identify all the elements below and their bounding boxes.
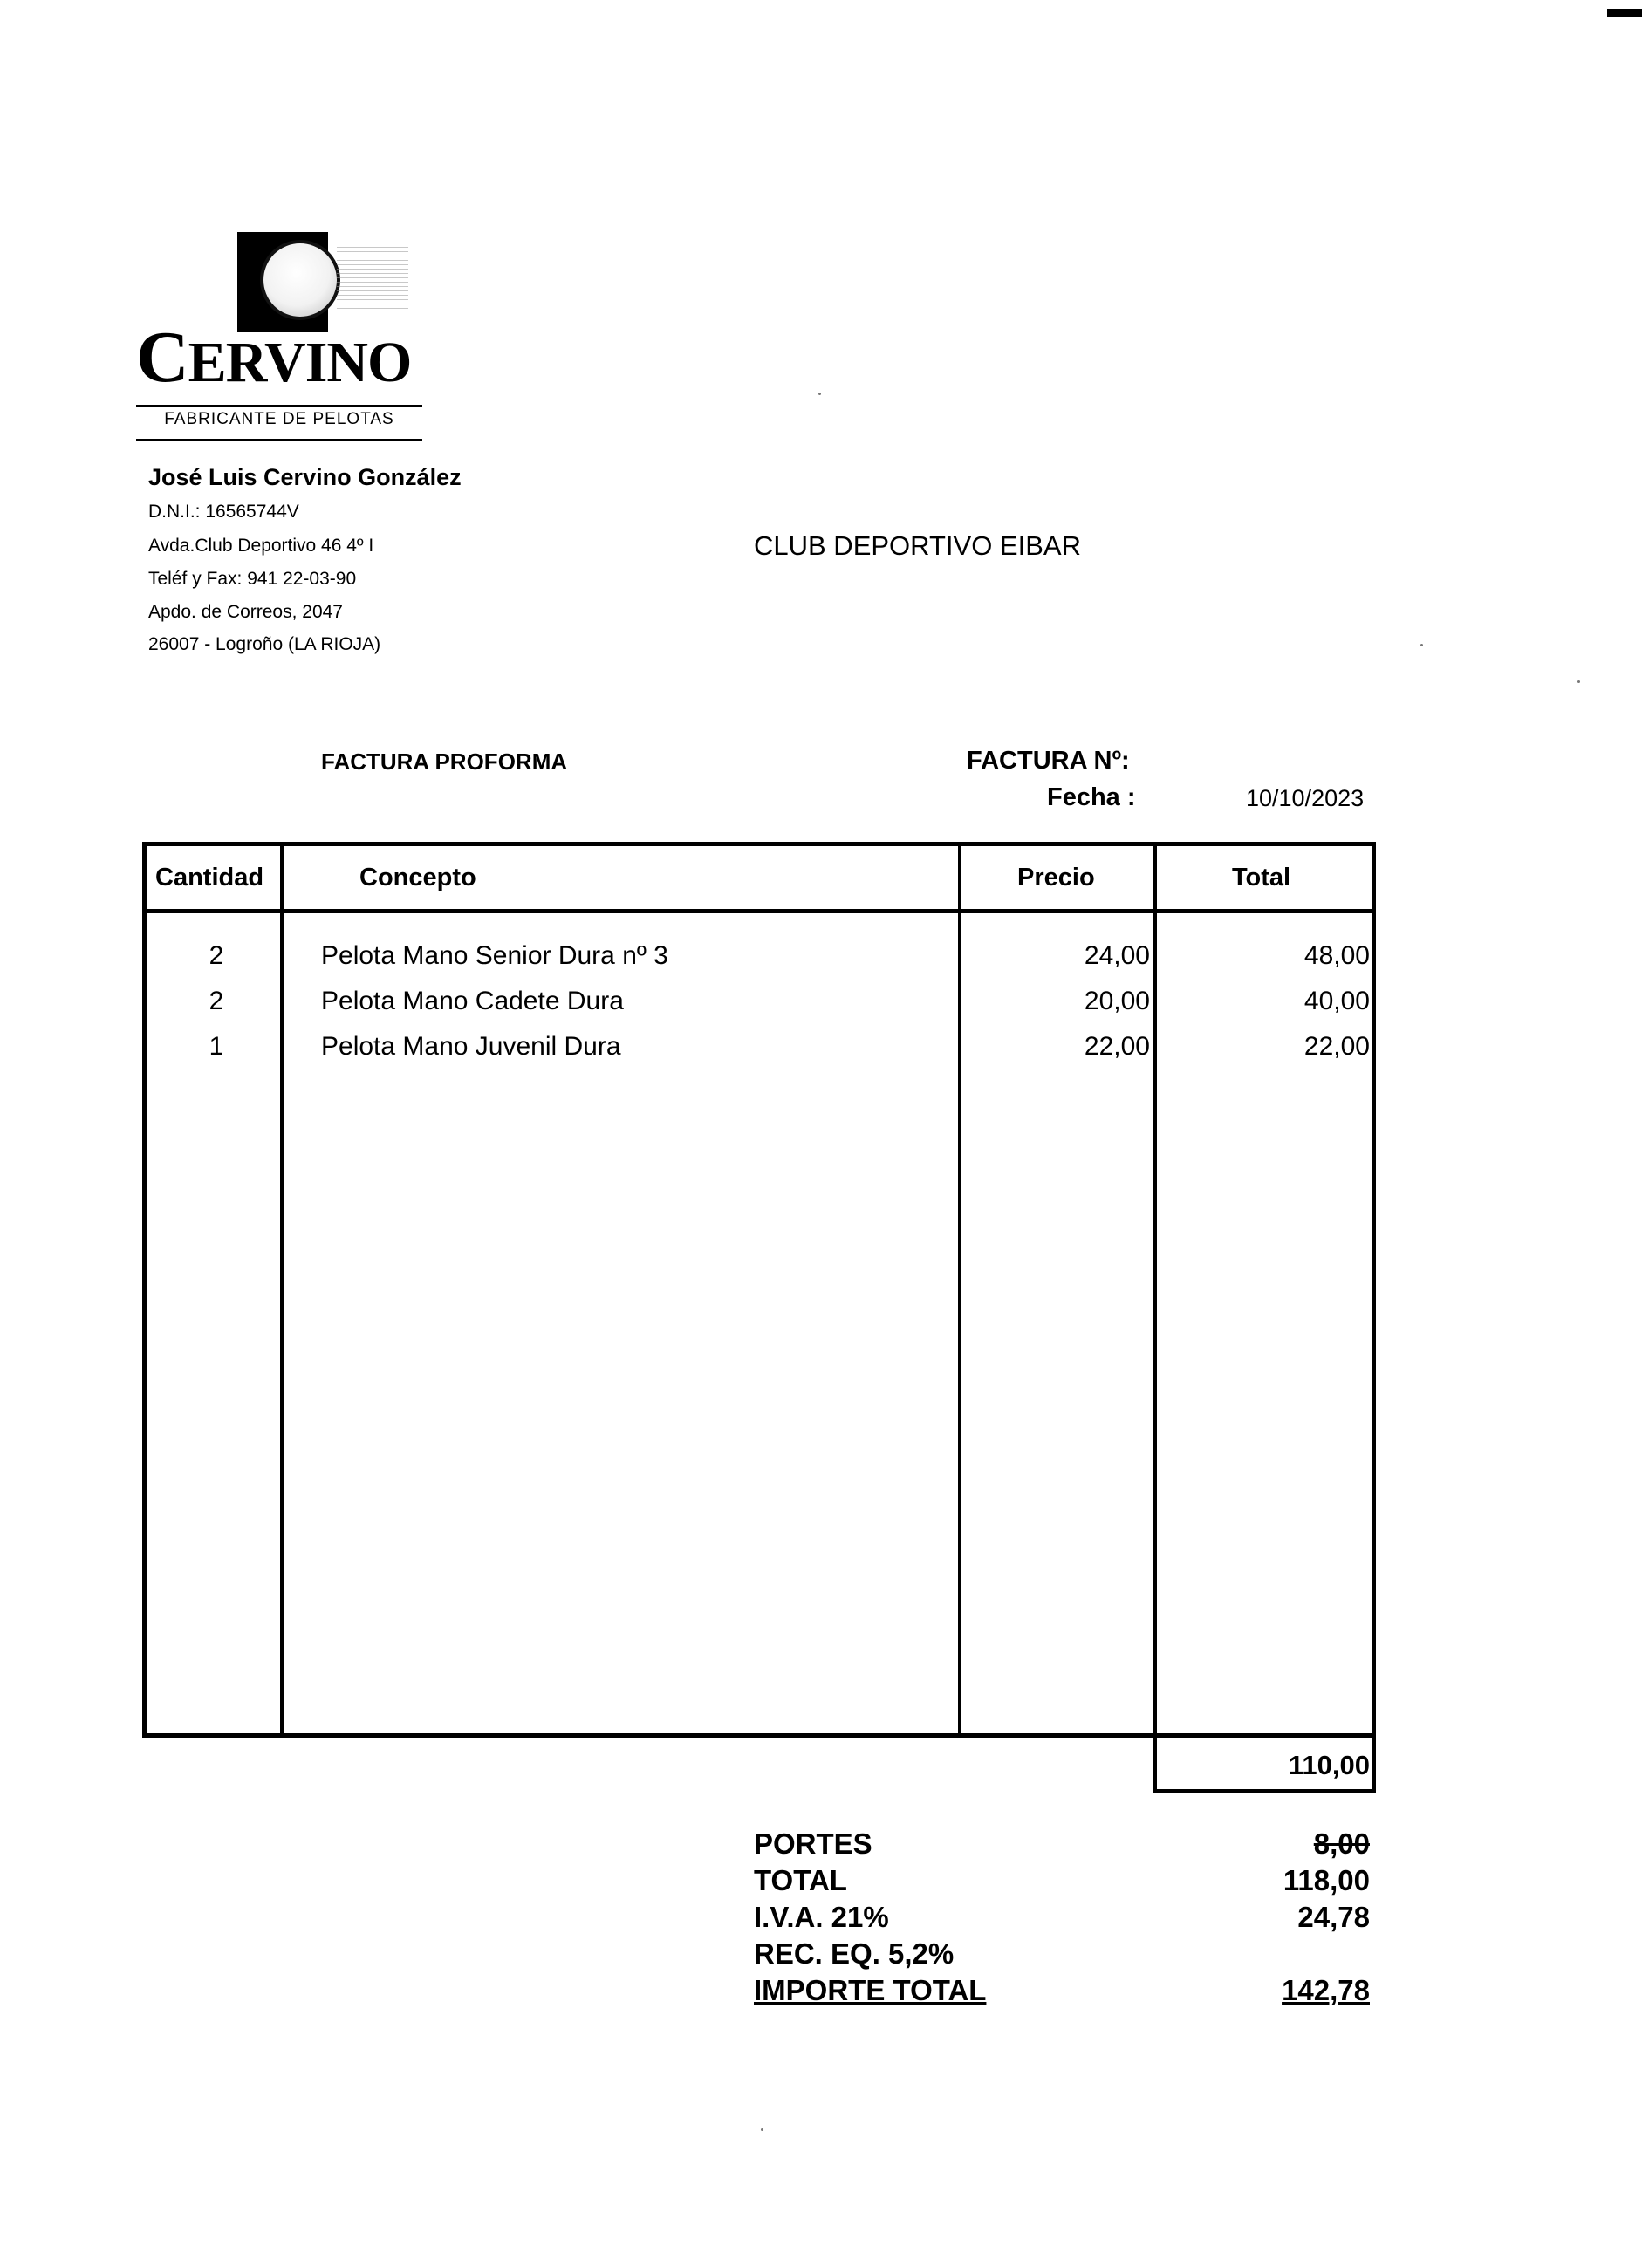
row-3-total: 22,00 (1303, 1032, 1370, 1061)
scan-speck (1420, 644, 1423, 646)
row-3-quantity: 1 (209, 1032, 224, 1061)
total-label: TOTAL (754, 1864, 847, 1896)
ball-icon (260, 240, 340, 320)
issuer-phone: Teléf y Fax: 941 22-03-90 (148, 569, 357, 589)
brand-name (136, 317, 412, 398)
issuer-city: 26007 - Logroño (LA RIOJA) (148, 634, 381, 654)
scan-speck (1577, 680, 1580, 683)
issuer-address: Avda.Club Deportivo 46 4º I (148, 536, 374, 556)
portes-label: PORTES (754, 1827, 872, 1860)
brand-name-rest: ERVINO (188, 331, 412, 394)
iva-label: I.V.A. 21% (754, 1901, 889, 1933)
row-1-price: 24,00 (1084, 941, 1150, 970)
portes-value: 8,00 (1313, 1827, 1370, 1860)
header-total: Total (1232, 864, 1291, 891)
header-price: Precio (1017, 864, 1095, 891)
subtotal-value: 110,00 (1288, 1750, 1370, 1780)
row-1-concept: Pelota Mano Senior Dura nº 3 (321, 941, 668, 970)
brand-name-initial: C (136, 317, 188, 398)
items-table (142, 842, 1376, 1738)
brand-tagline: FABRICANTE DE PELOTAS (164, 410, 394, 428)
total-value: 118,00 (1283, 1864, 1370, 1896)
header-quantity: Cantidad (155, 864, 264, 891)
column-divider (1153, 842, 1157, 1738)
row-1-total: 48,00 (1303, 941, 1370, 970)
scan-speck (761, 2128, 763, 2131)
date-label: Fecha : (1047, 783, 1136, 811)
scan-corner-mark (1607, 9, 1642, 17)
logo-rule (136, 439, 422, 441)
column-divider (958, 842, 961, 1738)
document-title: FACTURA PROFORMA (321, 748, 568, 775)
logo-rule (136, 405, 422, 407)
issuer-dni: D.N.I.: 16565744V (148, 502, 299, 522)
date-value: 10/10/2023 (1246, 785, 1365, 811)
iva-value: 24,78 (1297, 1901, 1370, 1933)
logo-stripes (337, 243, 408, 312)
issuer-po-box: Apdo. de Correos, 2047 (148, 602, 343, 622)
scan-speck (818, 393, 821, 395)
column-divider (280, 842, 284, 1738)
row-2-concept: Pelota Mano Cadete Dura (321, 987, 624, 1015)
row-3-concept: Pelota Mano Juvenil Dura (321, 1032, 621, 1061)
customer-name: CLUB DEPORTIVO EIBAR (754, 530, 1081, 561)
row-1-quantity: 2 (209, 941, 224, 970)
row-2-price: 20,00 (1084, 987, 1150, 1015)
row-2-total: 40,00 (1303, 987, 1370, 1015)
invoice-number-label: FACTURA Nº: (967, 747, 1130, 775)
issuer-name: José Luis Cervino González (148, 464, 462, 490)
row-3-price: 22,00 (1084, 1032, 1150, 1061)
header-concept: Concepto (359, 864, 476, 891)
importe-total-value: 142,78 (1282, 1974, 1370, 2006)
header-divider (142, 909, 1376, 913)
row-2-quantity: 2 (209, 987, 224, 1015)
rec-eq-label: REC. EQ. 5,2% (754, 1937, 955, 1970)
importe-total-label: IMPORTE TOTAL (754, 1974, 987, 2006)
